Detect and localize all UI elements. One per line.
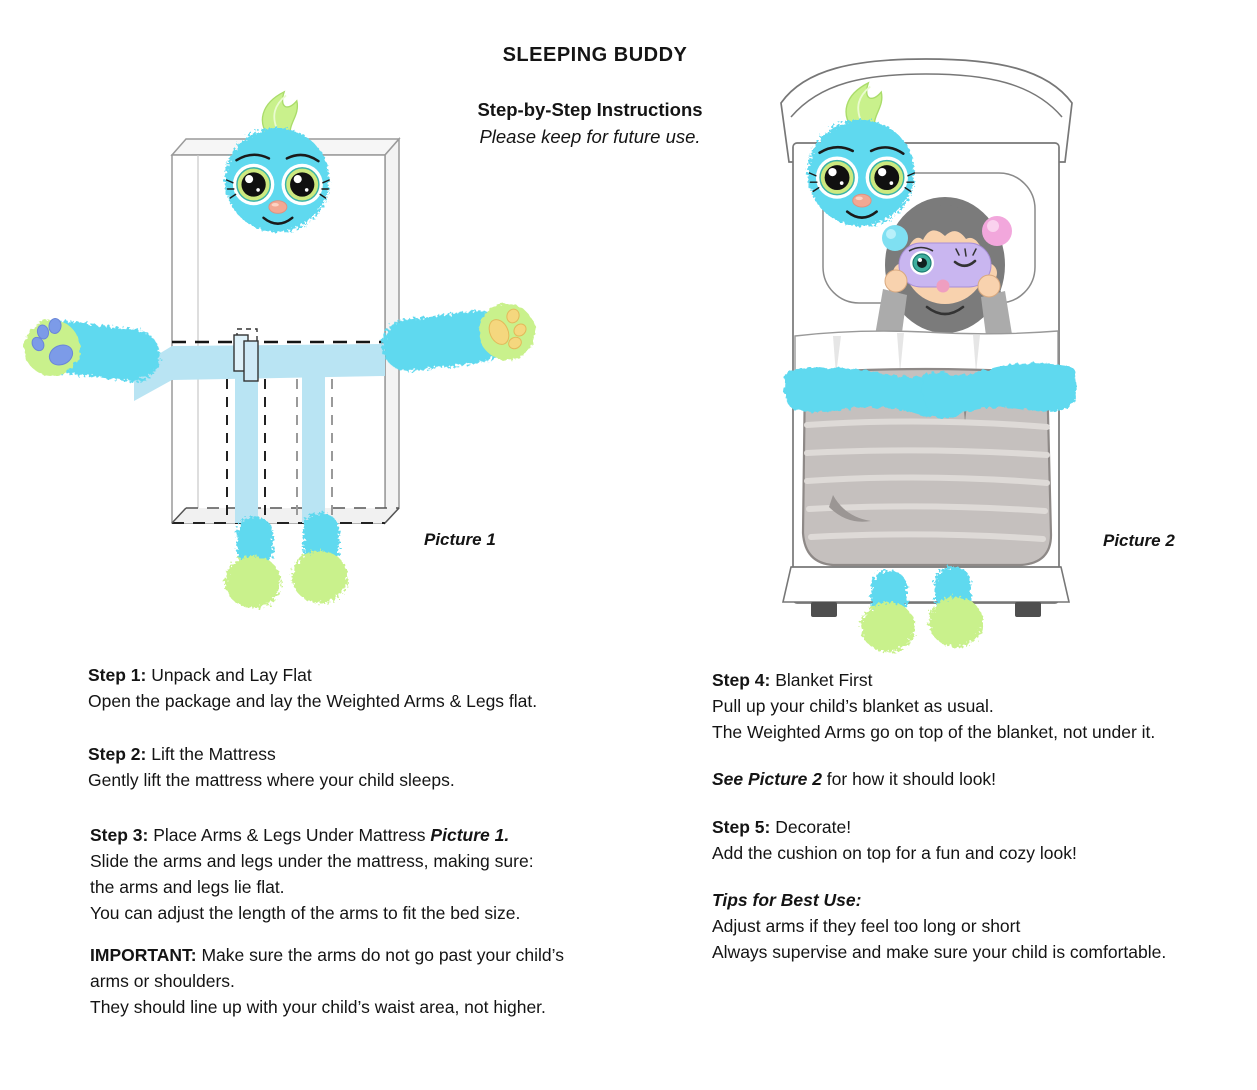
- step-1-label: Step 1:: [88, 665, 147, 685]
- picture1-label: Picture 1: [424, 530, 496, 549]
- step-line: Add the cushion on top for a fun and cozy look!: [712, 843, 1077, 863]
- page-title: SLEEPING BUDDY: [502, 44, 688, 66]
- step-2-label: Step 2:: [88, 744, 147, 764]
- bed-footboard: [783, 567, 1069, 617]
- picture1-reference: Picture 1.: [430, 825, 510, 845]
- step-line: They should line up with your child’s waist area, not higher.: [90, 997, 546, 1017]
- step-3-block: [90, 822, 650, 926]
- important-block: [90, 942, 650, 1020]
- step-1-title: Step 1: Unpack and Lay Flat: [88, 665, 312, 685]
- tip-line: Always supervise and make sure your child is comfortable.: [712, 942, 1167, 962]
- step-5-title: Step 5: Decorate!: [712, 817, 852, 837]
- step-2-title: Step 2: Lift the Mattress: [88, 744, 276, 764]
- buddy-left-arm: [24, 318, 163, 385]
- step-5-label: Step 5:: [712, 817, 771, 837]
- step-4-block: [712, 667, 1257, 745]
- see-picture2-note: See Picture 2 for how it should look!: [712, 769, 997, 789]
- step-line: You can adjust the length of the arms to fit the bed size.: [90, 903, 521, 923]
- tip-line: Adjust arms if they feel too long or short: [712, 916, 1021, 936]
- step-4-label: Step 4:: [712, 670, 771, 690]
- important-title: IMPORTANT: Make sure the arms do not go past your child’s: [90, 945, 564, 965]
- picture1-illustration: [10, 85, 570, 645]
- subtitle: Step-by-Step Instructions: [477, 99, 703, 120]
- step-line: Slide the arms and legs under the mattress, making sure:: [90, 851, 534, 871]
- tips-label: Tips for Best Use:: [712, 890, 862, 910]
- buddy-head-icon: [225, 92, 329, 232]
- important-label: IMPORTANT:: [90, 945, 197, 965]
- picture2-illustration: [775, 55, 1085, 655]
- step-line: arms or shoulders.: [90, 971, 235, 991]
- step-line: Pull up your child’s blanket as usual.: [712, 696, 994, 716]
- step-3-label: Step 3:: [90, 825, 149, 845]
- step-2-block: [88, 741, 648, 793]
- step-line: Gently lift the mattress where your child sleeps.: [88, 770, 455, 790]
- tips-block: [712, 887, 1257, 965]
- step-1-block: [88, 662, 648, 714]
- buddy-feet: [225, 513, 348, 608]
- step-3-title: Step 3: Place Arms & Legs Under Mattress Picture 1.: [90, 825, 510, 845]
- picture2-reference: See Picture 2: [712, 769, 822, 789]
- step-5-block: [712, 814, 1257, 866]
- step-line: Open the package and lay the Weighted Arms & Legs flat.: [88, 691, 538, 711]
- keep-note: Please keep for future use.: [479, 126, 701, 147]
- step-line: the arms and legs lie flat.: [90, 877, 285, 897]
- picture2-label: Picture 2: [1103, 531, 1175, 550]
- step-4-title: Step 4: Blanket First: [712, 670, 873, 690]
- buddy-right-arm: [379, 304, 535, 374]
- step-line: The Weighted Arms go on top of the blanket, not under it.: [712, 722, 1156, 742]
